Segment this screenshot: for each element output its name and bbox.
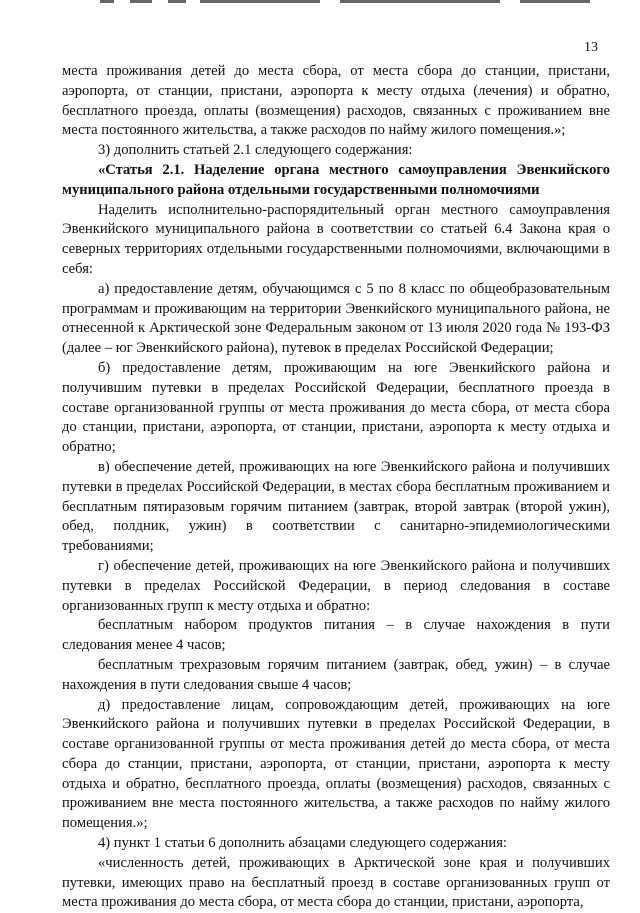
paragraph-item-4: 4) пункт 1 статьи 6 дополнить абзацами следующего содержания: bbox=[98, 835, 507, 852]
document-body bbox=[62, 62, 610, 913]
paragraph-item-b: б) предоставление детям, проживающим на юге Эвенкийского района и получившим путевки в пределах Российской Федерации, бесплатного проезда в составе организованной группы от места проживания до места сбора, от места сбора до станции, пристани, аэропорта, от станции, пристани, аэропорта к месту отдыха и обратно; bbox=[62, 359, 610, 456]
article-heading: «Статья 2.1. Наделение органа местного самоуправления Эвенкийского муниципального района отдельными государственными полномочиями bbox=[62, 161, 610, 198]
paragraph-item-d: д) предоставление лицам, сопровождающим детей, проживающих на юге Эвенкийского района и получивших путевки в пределах Российской Федерации, в составе организованной группы от места проживания детей до места сбора, от места сбора до станции, пристани, аэропорта, от станции, пристани, аэропорта к месту отдыха и обратно, бесплатного проезда, оплаты (возмещения) расходов, связанных с проживанием вне места постоянного жительства, а также расходов по найму жилого помещения.»; bbox=[62, 696, 610, 832]
paragraph-food-set: бесплатным набором продуктов питания – в случае нахождения в пути следования менее 4 часов; bbox=[62, 617, 610, 654]
page-number: 13 bbox=[584, 40, 598, 55]
paragraph-item-v: в) обеспечение детей, проживающих на юге Эвенкийского района и получивших путевки в пределах Российской Федерации, в местах сбора бесплатным проживанием и бесплатным пятиразовым горячим питанием (завтрак, второй завтрак (второй ужин), обед, полдник, ужин) в соответствии с санитарно-эпидемиологическими требованиями; bbox=[62, 458, 610, 555]
paragraph-hot-meals: бесплатным трехразовым горячим питанием (завтрак, обед, ужин) – в случае нахождения в пути следования свыше 4 часов; bbox=[62, 656, 610, 693]
scan-top-marks bbox=[100, 0, 600, 4]
paragraph-item-a: а) предоставление детям, обучающимся с 5 по 8 класс по общеобразовательным программам и проживающим на территории Эвенкийского муниципального района, не отнесенной к Арктической зоне Федеральным законом от 13 июля 2020 года № 193-ФЗ (далее – юг Эвенкийского района), путевок в пределах Российской Федерации; bbox=[62, 280, 610, 357]
paragraph-continuation: места проживания детей до места сбора, от места сбора до станции, пристани, аэропорта, от станции, пристани, аэропорта к месту отдыха (лечения) и обратно, бесплатного проезда, оплаты (возмещения) расходов, связанных с проживанием вне места постоянного жительства, а также расходов по найму жилого помещения.»; bbox=[62, 63, 610, 139]
paragraph-item-g: г) обеспечение детей, проживающих на юге Эвенкийского района и получивших путевки в пределах Российской Федерации, в период следования в составе организованных групп к месту отдыха и обратно: bbox=[62, 557, 610, 614]
paragraph-quote-start: «численность детей, проживающих в Арктической зоне края и получивших путевки, имеющих право на бесплатный проезд в составе организованных групп от места проживания до места сбора, от места сбора до станции, пристани, аэропорта, bbox=[62, 854, 610, 911]
paragraph-authorization: Наделить исполнительно-распорядительный орган местного самоуправления Эвенкийского муниципального района в соответствии со статьей 6.4 Закона края о северных территориях отдельными государственными полномочиями, включающими в себя: bbox=[62, 201, 610, 277]
paragraph-item-3: 3) дополнить статьей 2.1 следующего содержания: bbox=[98, 142, 413, 159]
